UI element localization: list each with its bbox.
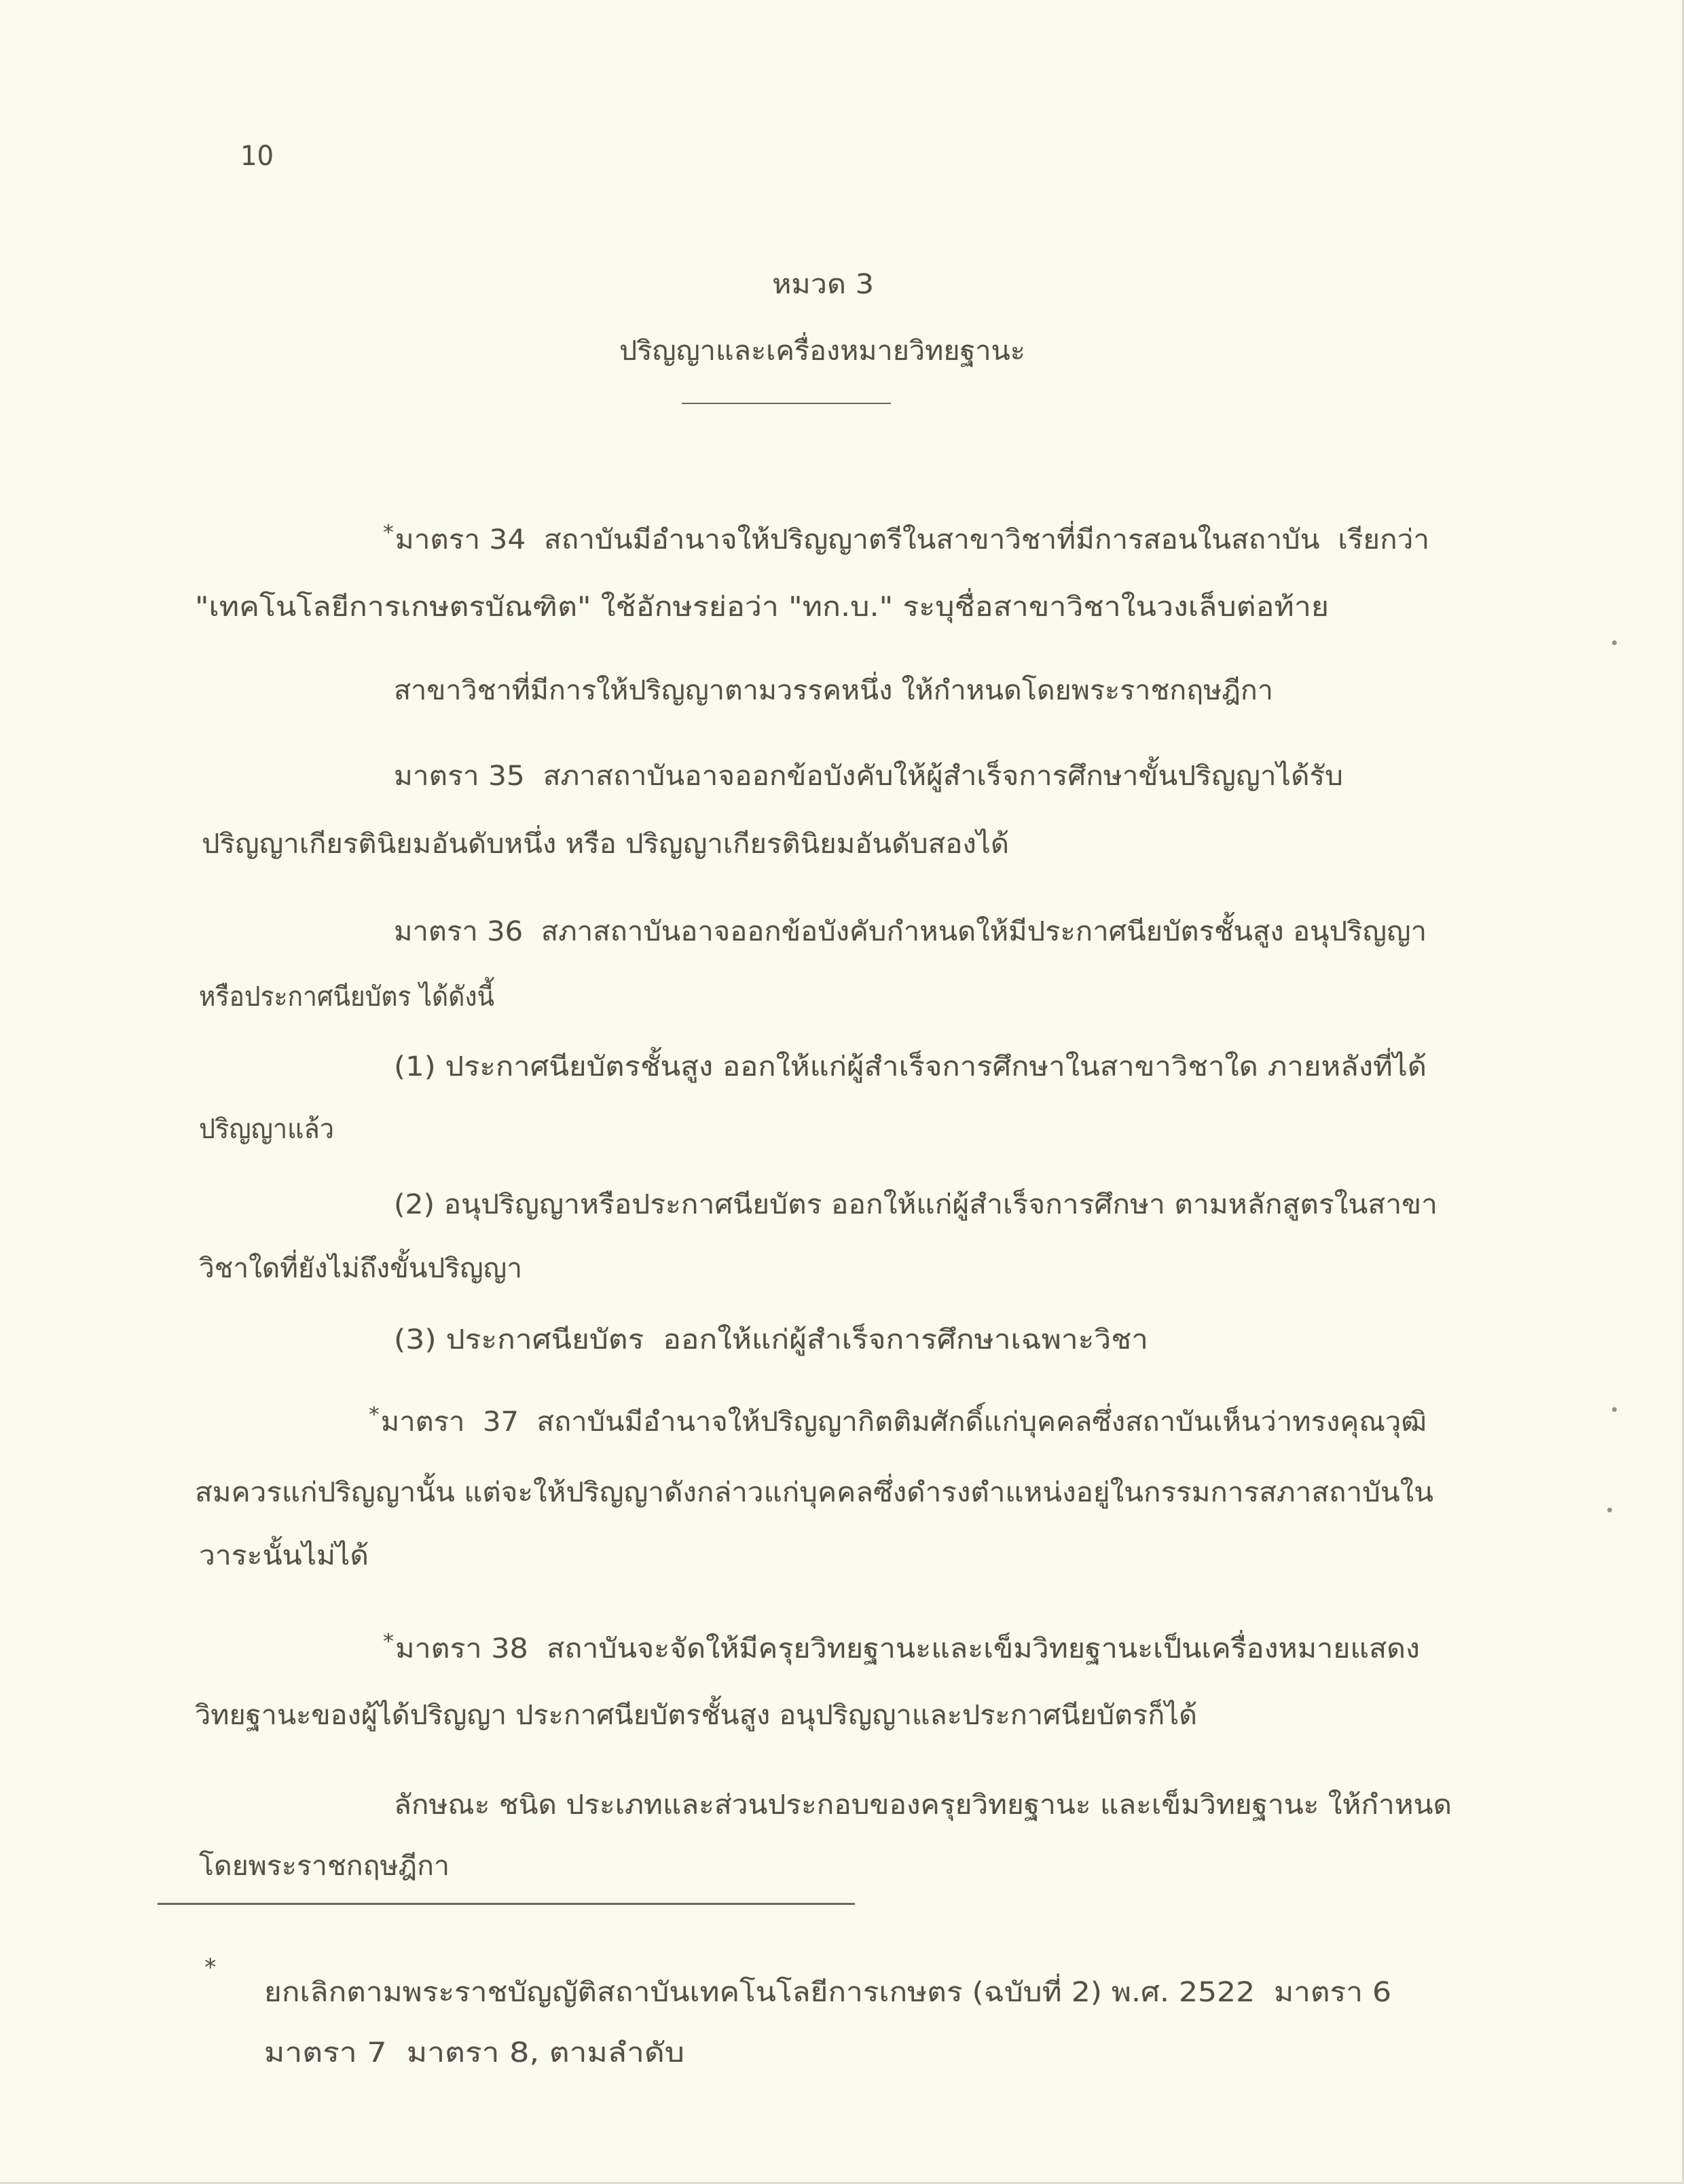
article-37-line-2: สมควรแก่ปริญญานั้น แต่จะให้ปริญญาดังกล่าวแก่บุคคลซึ่งดำรงตำแหน่งอยู่ในกรรมการสภาสถาบันใน (194, 1477, 1433, 1508)
footnote-line-1: ยกเลิกตามพระราชบัญญัติสถาบันเทคโนโลยีการเกษตร (ฉบับที่ 2) พ.ศ. 2522 มาตรา 6 (263, 1977, 1391, 2008)
article-37-line-3: วาระนั้นไม่ได้ (198, 1540, 369, 1571)
article-36-line-1: มาตรา 36 สภาสถาบันอาจออกข้อบังคับกำหนดให้มีประกาศนียบัตรชั้นสูง อนุปริญญา (393, 916, 1427, 947)
scan-speck (1612, 1407, 1617, 1412)
article-36-line-2: หรือประกาศนียบัตร ได้ดังนี้ (198, 981, 494, 1013)
article-37-line-1: *มาตรา 37 สถาบันมีอำนาจให้ปริญญากิตติมศักดิ์แก่บุคคลซึ่งสถาบันเห็นว่าทรงคุณวุฒิ (368, 1403, 1427, 1438)
article-38-paragraph-2-line-1: ลักษณะ ชนิด ประเภทและส่วนประกอบของครุยวิทยฐานะ และเข็มวิทยฐานะ ให้กำหนด (393, 1789, 1452, 1821)
article-34-line-2: "เทคโนโลยีการเกษตรบัณฑิต" ใช้อักษรย่อว่า "ทก.บ." ระบุชื่อสาขาวิชาในวงเล็บต่อท้าย (194, 592, 1329, 623)
footnote-marker: * (368, 1403, 380, 1427)
footnote-asterisk: * (204, 1954, 217, 1981)
chapter-subtitle: ปริญญาและเครื่องหมายวิทยฐานะ (619, 335, 1025, 367)
article-36-item-1-line-1: (1) ประกาศนียบัตรชั้นสูง ออกให้แก่ผู้สำเร็จการศึกษาในสาขาวิชาใด ภายหลังที่ได้ (393, 1051, 1427, 1082)
scan-speck (1612, 640, 1617, 645)
article-35-line-2: ปริญญาเกียรตินิยมอันดับหนึ่ง หรือ ปริญญาเกียรตินิยมอันดับสองได้ (201, 829, 1009, 860)
footnote-rule (158, 1903, 855, 1905)
article-34-paragraph-2: สาขาวิชาที่มีการให้ปริญญาตามวรรคหนึ่ง ให้กำหนดโดยพระราชกฤษฎีกา (393, 675, 1273, 706)
chapter-title: หมวด 3 (771, 269, 874, 300)
article-38-line-2: วิทยฐานะของผู้ได้ปริญญา ประกาศนียบัตรชั้นสูง อนุปริญญาและประกาศนียบัตรก็ได้ (194, 1700, 1197, 1731)
article-38-line-1: *มาตรา 38 สถาบันจะจัดให้มีครุยวิทยฐานะและเข็มวิทยฐานะเป็นเครื่องหมายแสดง (382, 1630, 1420, 1664)
article-36-item-1-line-2: ปริญญาแล้ว (198, 1114, 334, 1145)
article-36-item-2-line-1: (2) อนุปริญญาหรือประกาศนียบัตร ออกให้แก่ผู้สำเร็จการศึกษา ตามหลักสูตรในสาขา (393, 1189, 1438, 1220)
article-35-line-1: มาตรา 35 สภาสถาบันอาจออกข้อบังคับให้ผู้สำเร็จการศึกษาขั้นปริญญาได้รับ (393, 761, 1343, 792)
article-34-line-1: *มาตรา 34 สถาบันมีอำนาจให้ปริญญาตรีในสาขาวิชาที่มีการสอนในสถาบัน เรียกว่า (382, 521, 1429, 556)
article-36-item-2-line-2: วิชาใดที่ยังไม่ถึงขั้นปริญญา (198, 1253, 522, 1284)
article-38-paragraph-2-line-2: โดยพระราชกฤษฎีกา (198, 1851, 450, 1882)
page-number: 10 (240, 141, 274, 172)
scan-speck (1607, 1508, 1612, 1512)
footnote-line-2: มาตรา 7 มาตรา 8, ตามลำดับ (263, 2037, 684, 2069)
footnote-marker: * (382, 1630, 394, 1654)
heading-rule (682, 403, 891, 404)
article-36-item-3: (3) ประกาศนียบัตร ออกให้แก่ผู้สำเร็จการศึกษาเฉพาะวิชา (393, 1324, 1148, 1355)
footnote-marker: * (382, 521, 394, 545)
